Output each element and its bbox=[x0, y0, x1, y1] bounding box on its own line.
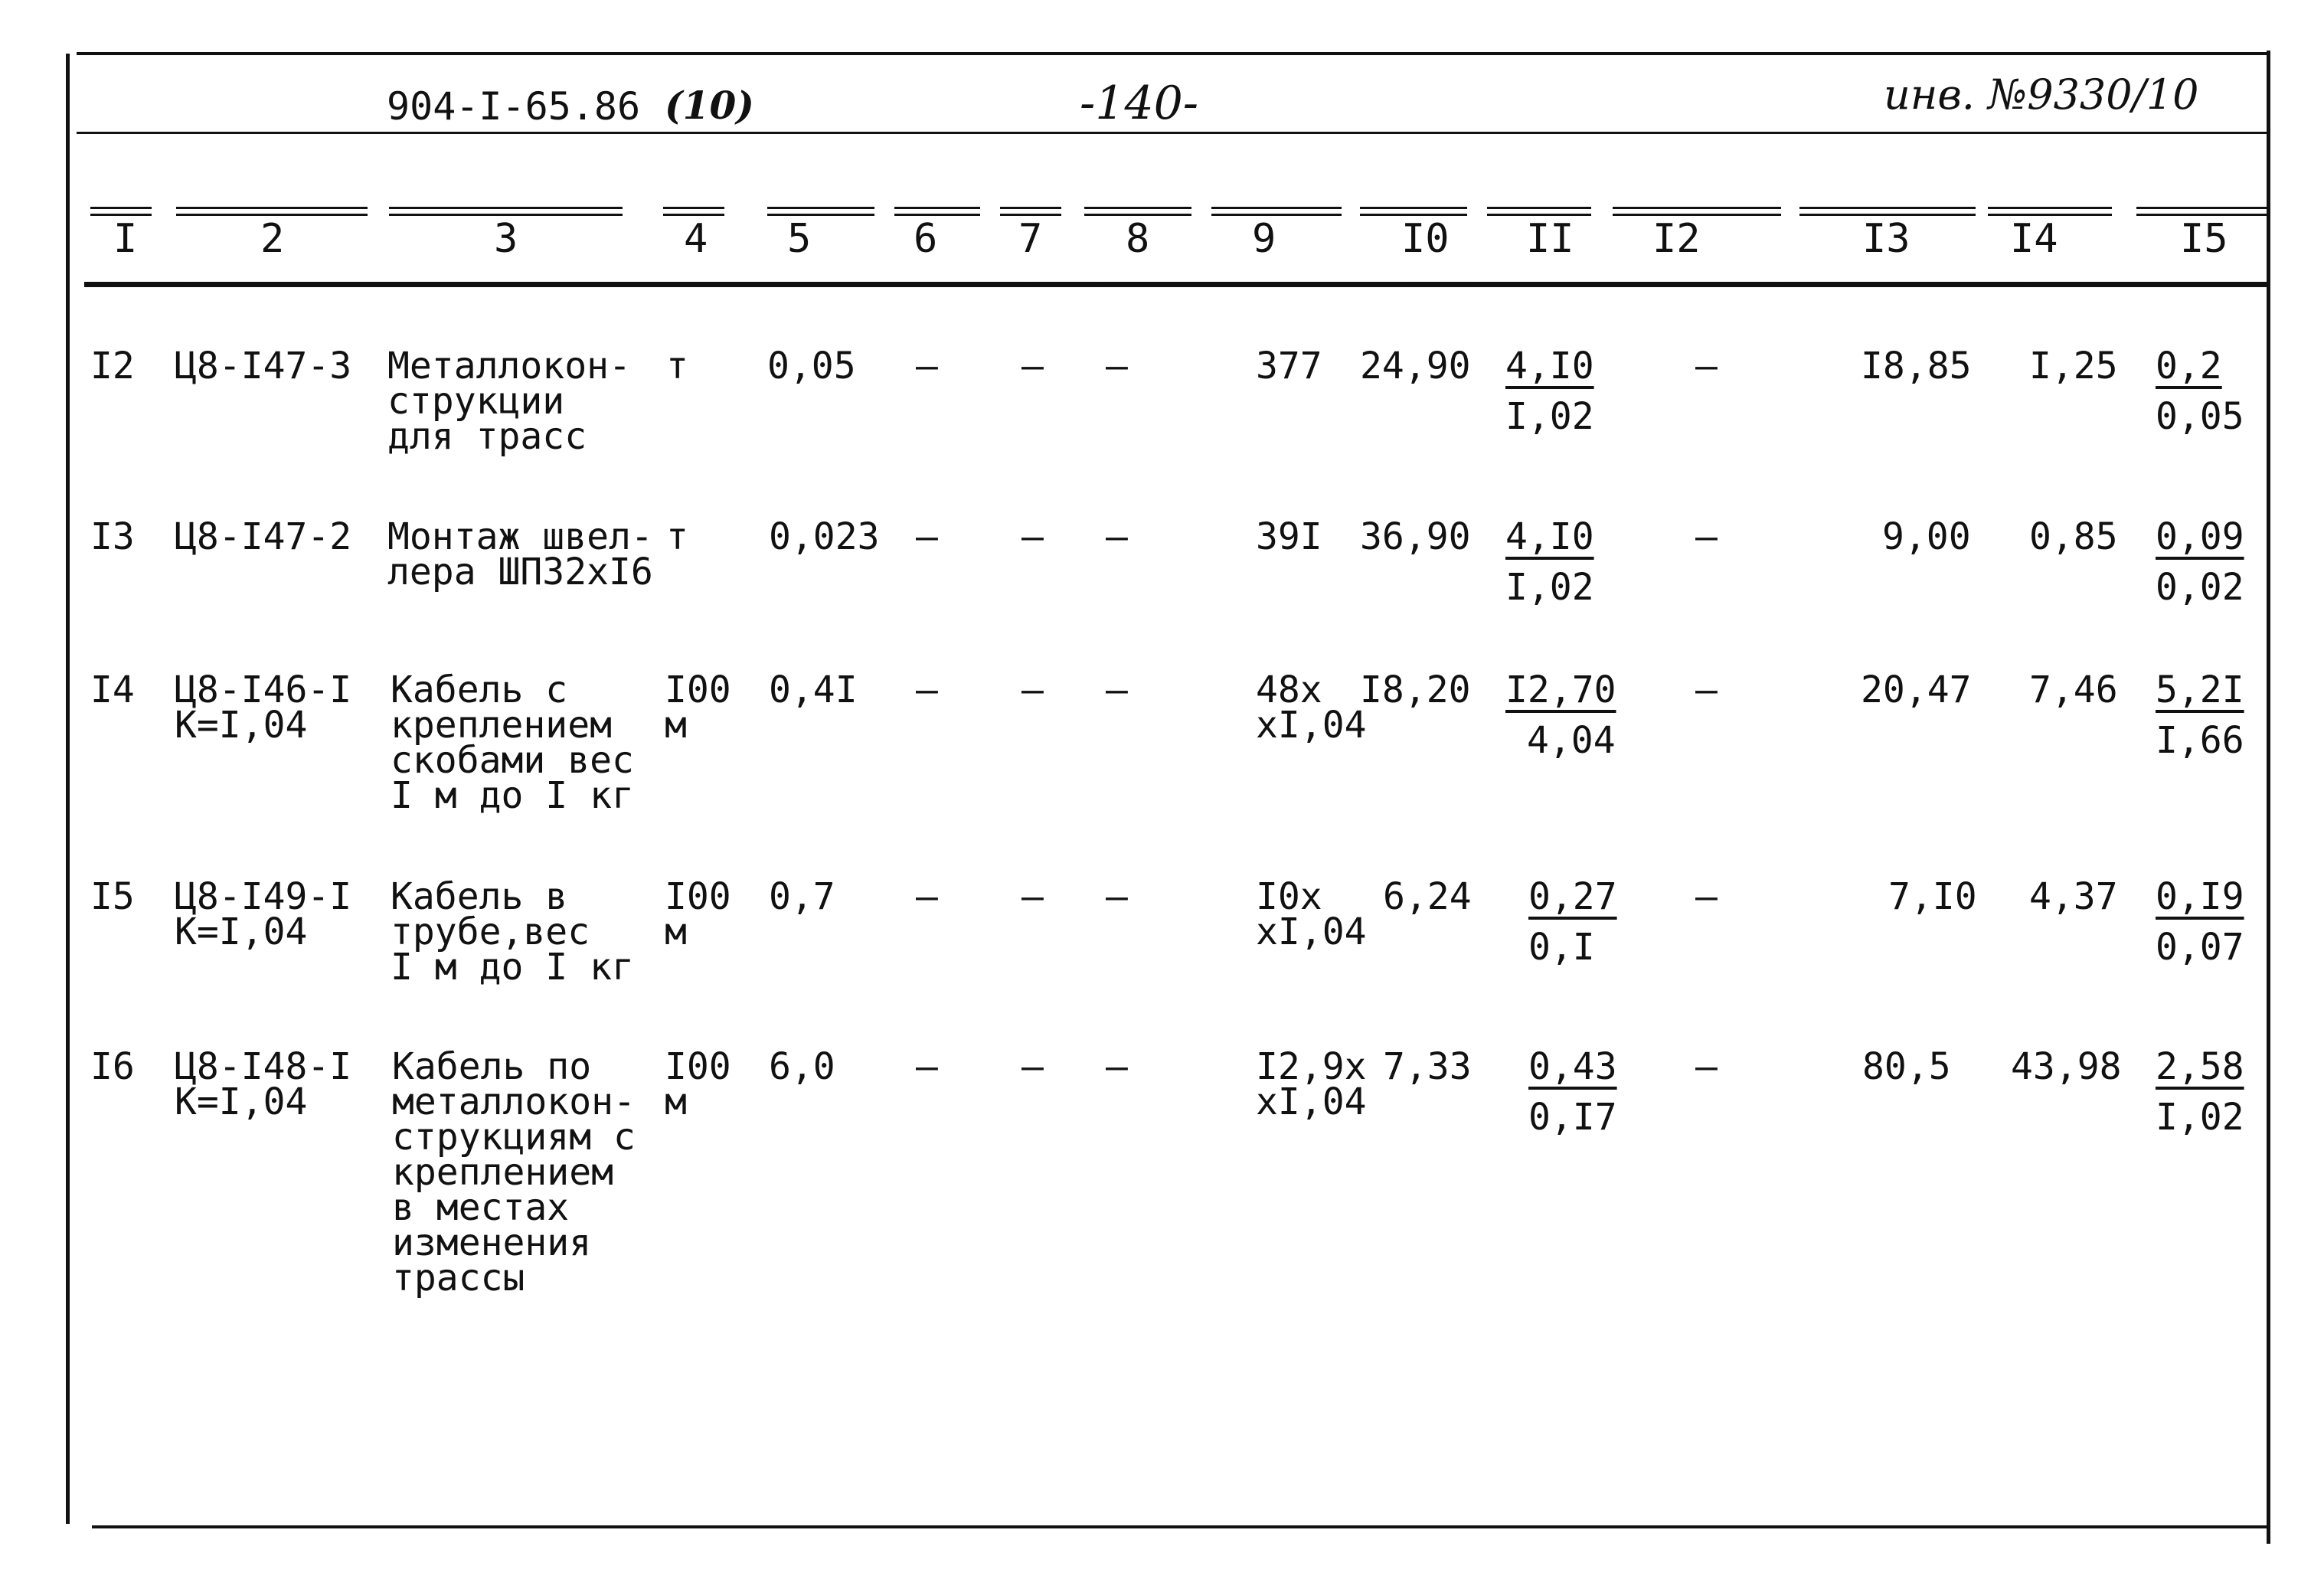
col-dash-2 bbox=[176, 207, 368, 216]
col9-value bbox=[1256, 669, 1367, 747]
col11-denominator: 0,I bbox=[1528, 926, 1595, 969]
col15-fraction bbox=[2156, 515, 2244, 609]
col-dash-8 bbox=[1084, 207, 1191, 216]
col-header-9: 9 bbox=[1252, 216, 1276, 262]
bottom-border bbox=[92, 1525, 2267, 1528]
col11-denominator: 4,04 bbox=[1527, 719, 1616, 762]
col-dash-7 bbox=[1000, 207, 1061, 216]
col9-line: 377 bbox=[1256, 345, 1322, 387]
col11-fraction bbox=[1528, 1045, 1617, 1139]
col15-denominator: 0,05 bbox=[2156, 395, 2244, 438]
col-header-1: I bbox=[113, 216, 138, 262]
work-name bbox=[387, 515, 653, 593]
col15-numerator: 2,58 bbox=[2156, 1045, 2244, 1088]
col9-value bbox=[1256, 515, 1322, 558]
unit-line: т bbox=[666, 515, 688, 558]
unit-line: I00 bbox=[665, 1045, 731, 1088]
col10-value: 7,33 bbox=[1383, 1045, 1472, 1088]
col15-numerator: 0,09 bbox=[2156, 515, 2244, 558]
norm-code bbox=[175, 669, 352, 747]
work-name-line: для трасс bbox=[387, 415, 587, 458]
norm-code-line: Ц8-I48-I bbox=[175, 1045, 352, 1088]
col11-fraction bbox=[1505, 515, 1594, 609]
unit-line: м bbox=[665, 1080, 687, 1123]
col15-numerator: 0,I9 bbox=[2156, 875, 2244, 918]
col-header-7: 7 bbox=[1018, 216, 1043, 262]
col7-value: – bbox=[1021, 875, 1044, 918]
col8-value: – bbox=[1106, 515, 1128, 558]
col10-value: 24,90 bbox=[1360, 345, 1471, 387]
col-header-2: 2 bbox=[260, 216, 285, 262]
col9-line: I2,9х bbox=[1256, 1045, 1367, 1088]
col9-line: хI,04 bbox=[1256, 704, 1367, 747]
quantity: 0,023 bbox=[769, 515, 880, 558]
work-name-line: I м до I кг bbox=[391, 774, 634, 817]
col9-value bbox=[1256, 875, 1367, 953]
col15-fraction bbox=[2156, 345, 2244, 438]
col-dash-9 bbox=[1211, 207, 1342, 216]
col-header-5: 5 bbox=[787, 216, 812, 262]
quantity: 6,0 bbox=[769, 1045, 835, 1088]
column-header-bottom-rule bbox=[84, 282, 2267, 287]
norm-code-line: Ц8-I46-I bbox=[175, 669, 352, 711]
col13-value: 80,5 bbox=[1862, 1045, 1951, 1088]
col7-value: – bbox=[1021, 345, 1044, 387]
col-header-4: 4 bbox=[684, 216, 708, 262]
col12-value: – bbox=[1695, 1045, 1718, 1088]
col13-value: 20,47 bbox=[1861, 669, 1972, 711]
col15-denominator: I,66 bbox=[2156, 719, 2244, 762]
unit-line: т bbox=[666, 345, 688, 387]
col11-fraction bbox=[1505, 345, 1594, 438]
col14-value: 7,46 bbox=[2029, 669, 2118, 711]
work-name-line: лера ШП32хI6 bbox=[387, 551, 653, 593]
document-suffix: (10) bbox=[665, 83, 754, 128]
col14-value: 0,85 bbox=[2029, 515, 2118, 558]
work-name-line: Монтаж швел- bbox=[387, 515, 653, 558]
document-code: 904-I-65.86 bbox=[387, 84, 641, 129]
col14-value: 4,37 bbox=[2029, 875, 2118, 918]
work-name-line: струкции bbox=[387, 380, 565, 423]
col9-value bbox=[1256, 345, 1322, 387]
col14-value: 43,98 bbox=[2011, 1045, 2122, 1088]
col-dash-3 bbox=[389, 207, 623, 216]
norm-code-line: К=I,04 bbox=[175, 1080, 308, 1123]
col11-numerator: 0,43 bbox=[1528, 1045, 1617, 1088]
col-header-8: 8 bbox=[1126, 216, 1150, 262]
col11-numerator: I2,70 bbox=[1505, 669, 1616, 711]
header-rule bbox=[77, 132, 2267, 134]
col-dash-15 bbox=[2136, 207, 2267, 216]
work-name-line: креплением bbox=[392, 1151, 613, 1194]
col6-value: – bbox=[916, 515, 938, 558]
col11-numerator: 0,27 bbox=[1528, 875, 1617, 918]
col7-value: – bbox=[1021, 669, 1044, 711]
unit bbox=[666, 345, 688, 387]
col6-value: – bbox=[916, 669, 938, 711]
norm-code-line: Ц8-I49-I bbox=[175, 875, 352, 918]
work-name-line: Кабель по bbox=[392, 1045, 592, 1088]
unit bbox=[665, 1045, 731, 1123]
col15-denominator: 0,07 bbox=[2156, 926, 2244, 969]
col11-denominator: I,02 bbox=[1505, 395, 1594, 438]
col9-value bbox=[1256, 1045, 1367, 1123]
col-dash-14 bbox=[1988, 207, 2112, 216]
col9-line: хI,04 bbox=[1256, 1080, 1367, 1123]
col9-line: I0х bbox=[1256, 875, 1322, 918]
col-dash-1 bbox=[90, 207, 152, 216]
col8-value: – bbox=[1106, 669, 1128, 711]
col-header-15: I5 bbox=[2180, 216, 2228, 262]
col10-value: I8,20 bbox=[1360, 669, 1471, 711]
col-dash-13 bbox=[1799, 207, 1976, 216]
unit bbox=[665, 875, 731, 953]
unit bbox=[666, 515, 688, 558]
row-number: I6 bbox=[90, 1045, 135, 1088]
work-name-line: струкциям с bbox=[392, 1116, 636, 1159]
col8-value: – bbox=[1106, 345, 1128, 387]
col13-value: I8,85 bbox=[1861, 345, 1972, 387]
col-dash-5 bbox=[767, 207, 874, 216]
row-number: I3 bbox=[90, 515, 135, 558]
work-name-line: трассы bbox=[392, 1257, 525, 1299]
col6-value: – bbox=[916, 345, 938, 387]
norm-code bbox=[175, 515, 352, 558]
col13-value: 9,00 bbox=[1882, 515, 1971, 558]
work-name-line: Металлокон- bbox=[387, 345, 631, 387]
work-name-line: металлокон- bbox=[392, 1080, 636, 1123]
unit-line: I00 bbox=[665, 875, 731, 918]
row-number: I2 bbox=[90, 345, 135, 387]
col-dash-11 bbox=[1487, 207, 1591, 216]
col8-value: – bbox=[1106, 1045, 1128, 1088]
col7-value: – bbox=[1021, 1045, 1044, 1088]
col-header-13: I3 bbox=[1862, 216, 1911, 262]
work-name bbox=[391, 875, 634, 989]
col10-value: 36,90 bbox=[1360, 515, 1471, 558]
left-border bbox=[66, 54, 70, 1524]
col11-numerator: 4,I0 bbox=[1505, 515, 1594, 558]
col-header-10: I0 bbox=[1401, 216, 1450, 262]
col11-fraction bbox=[1505, 669, 1616, 762]
work-name-line: Кабель в bbox=[391, 875, 568, 918]
col-dash-6 bbox=[894, 207, 980, 216]
quantity: 0,4I bbox=[769, 669, 858, 711]
col6-value: – bbox=[916, 1045, 938, 1088]
work-name bbox=[391, 669, 634, 817]
col15-numerator: 5,2I bbox=[2156, 669, 2244, 711]
row-number: I4 bbox=[90, 669, 135, 711]
col15-denominator: I,02 bbox=[2156, 1096, 2244, 1139]
col12-value: – bbox=[1695, 669, 1718, 711]
quantity: 0,7 bbox=[769, 875, 835, 918]
work-name-line: трубе,вес bbox=[391, 910, 590, 953]
col-header-12: I2 bbox=[1652, 216, 1701, 262]
unit-line: м bbox=[665, 704, 687, 747]
col7-value: – bbox=[1021, 515, 1044, 558]
col11-fraction bbox=[1528, 875, 1617, 969]
norm-code bbox=[175, 1045, 352, 1123]
col9-line: хI,04 bbox=[1256, 910, 1367, 953]
col-header-6: 6 bbox=[914, 216, 938, 262]
col-dash-4 bbox=[663, 207, 724, 216]
work-name-line: I м до I кг bbox=[391, 946, 634, 989]
norm-code-line: К=I,04 bbox=[175, 704, 308, 747]
col6-value: – bbox=[916, 875, 938, 918]
col15-fraction bbox=[2156, 1045, 2244, 1139]
col-dash-10 bbox=[1360, 207, 1467, 216]
col-header-3: 3 bbox=[494, 216, 518, 262]
norm-code-line: Ц8-I47-2 bbox=[175, 515, 352, 558]
norm-code-line: К=I,04 bbox=[175, 910, 308, 953]
unit-line: м bbox=[665, 910, 687, 953]
work-name bbox=[392, 1045, 636, 1299]
col15-numerator: 0,2 bbox=[2156, 345, 2222, 387]
work-name bbox=[387, 345, 631, 458]
col8-value: – bbox=[1106, 875, 1128, 918]
col11-denominator: I,02 bbox=[1505, 566, 1594, 609]
work-name-line: скобами вес bbox=[391, 739, 634, 782]
norm-code bbox=[175, 875, 352, 953]
col-dash-12 bbox=[1613, 207, 1781, 216]
page-number: -140- bbox=[1080, 77, 1199, 130]
col12-value: – bbox=[1695, 515, 1718, 558]
work-name-line: в местах bbox=[392, 1186, 570, 1229]
col10-value: 6,24 bbox=[1383, 875, 1472, 918]
work-name-line: изменения bbox=[392, 1221, 592, 1264]
quantity: 0,05 bbox=[767, 345, 856, 387]
col13-value: 7,I0 bbox=[1888, 875, 1977, 918]
right-border bbox=[2267, 51, 2270, 1544]
col12-value: – bbox=[1695, 875, 1718, 918]
col15-denominator: 0,02 bbox=[2156, 566, 2244, 609]
unit bbox=[665, 669, 731, 747]
col14-value: I,25 bbox=[2029, 345, 2118, 387]
norm-code bbox=[175, 345, 352, 387]
col-header-14: I4 bbox=[2010, 216, 2058, 262]
work-name-line: Кабель с bbox=[391, 669, 568, 711]
col9-line: 48х bbox=[1256, 669, 1322, 711]
col12-value: – bbox=[1695, 345, 1718, 387]
inventory-number: инв. №9330/10 bbox=[1884, 70, 2199, 119]
col11-numerator: 4,I0 bbox=[1505, 345, 1594, 387]
col11-denominator: 0,I7 bbox=[1528, 1096, 1617, 1139]
col15-fraction bbox=[2156, 669, 2244, 762]
col-header-11: II bbox=[1526, 216, 1574, 262]
work-name-line: креплением bbox=[391, 704, 612, 747]
row-number: I5 bbox=[90, 875, 135, 918]
norm-code-line: Ц8-I47-3 bbox=[175, 345, 352, 387]
col15-fraction bbox=[2156, 875, 2244, 969]
col9-line: 39I bbox=[1256, 515, 1322, 558]
top-border bbox=[77, 52, 2267, 55]
unit-line: I00 bbox=[665, 669, 731, 711]
